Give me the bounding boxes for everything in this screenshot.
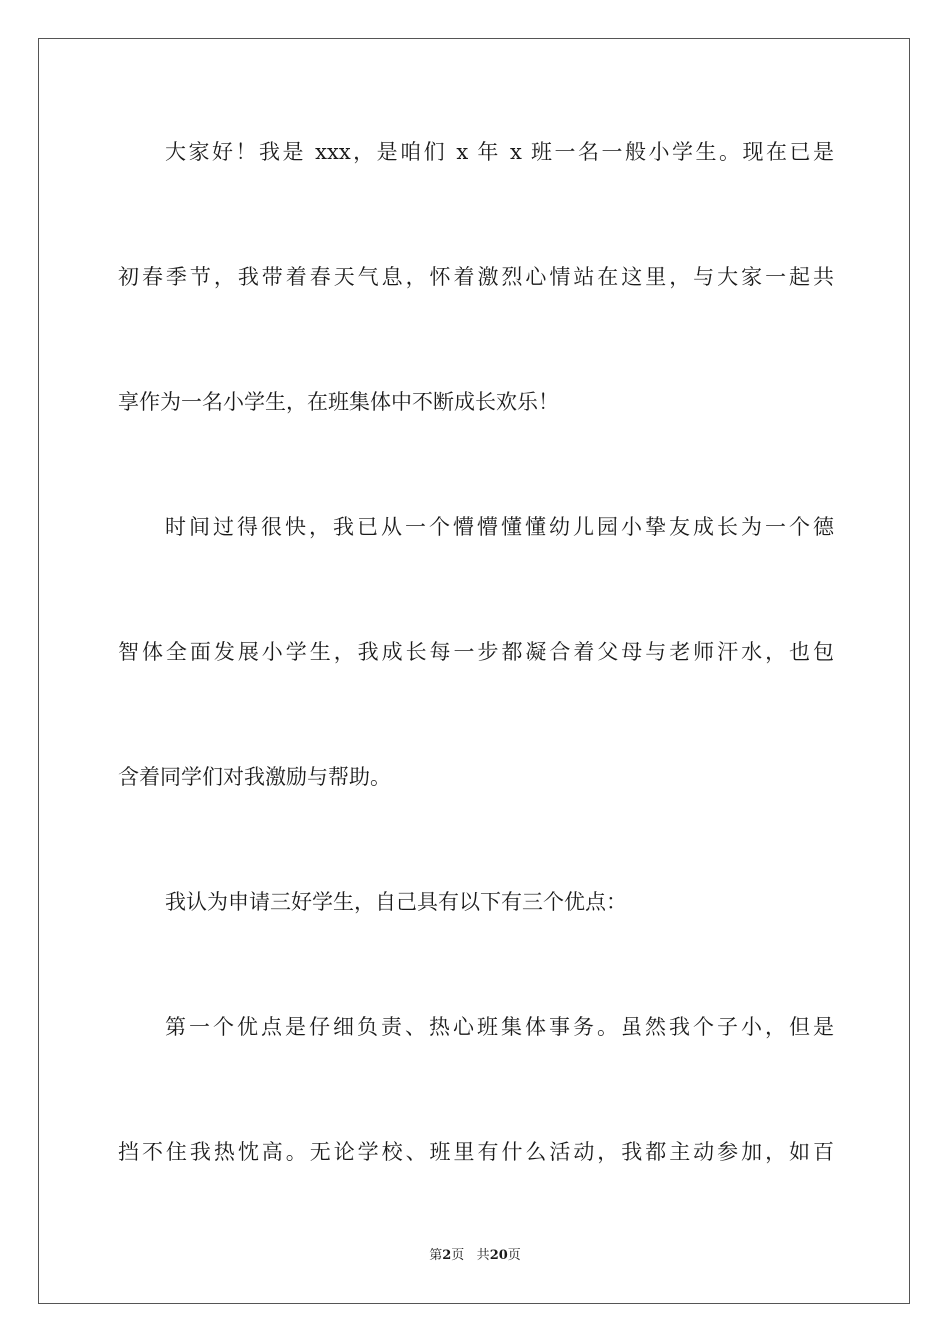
paragraph-2-line-2: 智体全面发展小学生，我成长每一步都凝合着父母与老师汗水，也包 [118,640,834,664]
paragraph-3-line-1: 我认为申请三好学生，自己具有以下有三个优点： [165,890,627,914]
footer-page-suffix: 页 [451,1248,465,1263]
page-frame [38,38,910,1304]
paragraph-1-line-3: 享作为一名小学生，在班集体中不断成长欢乐！ [118,390,559,414]
paragraph-4-line-1: 第一个优点是仔细负责、热心班集体事务。虽然我个子小，但是 [165,1015,834,1039]
footer-total-prefix: 共 [476,1248,490,1263]
paragraph-4-line-2: 挡不住我热忱高。无论学校、班里有什么活动，我都主动参加，如百 [118,1140,834,1164]
paragraph-2-line-1: 时间过得很快，我已从一个懵懵懂懂幼儿园小挚友成长为一个德 [165,515,834,539]
page-footer [0,1247,950,1265]
paragraph-1-line-2: 初春季节，我带着春天气息，怀着激烈心情站在这里，与大家一起共 [118,265,834,289]
footer-total-suffix: 页 [507,1248,521,1263]
footer-page-number: 2 [442,1248,452,1263]
footer-total-pages: 20 [489,1248,508,1263]
paragraph-1-line-1: 大家好！我是 xxx，是咱们 x 年 x 班一名一般小学生。现在已是 [165,140,834,164]
footer-page-prefix: 第 [429,1248,443,1263]
paragraph-2-line-3: 含着同学们对我激励与帮助。 [118,765,391,789]
